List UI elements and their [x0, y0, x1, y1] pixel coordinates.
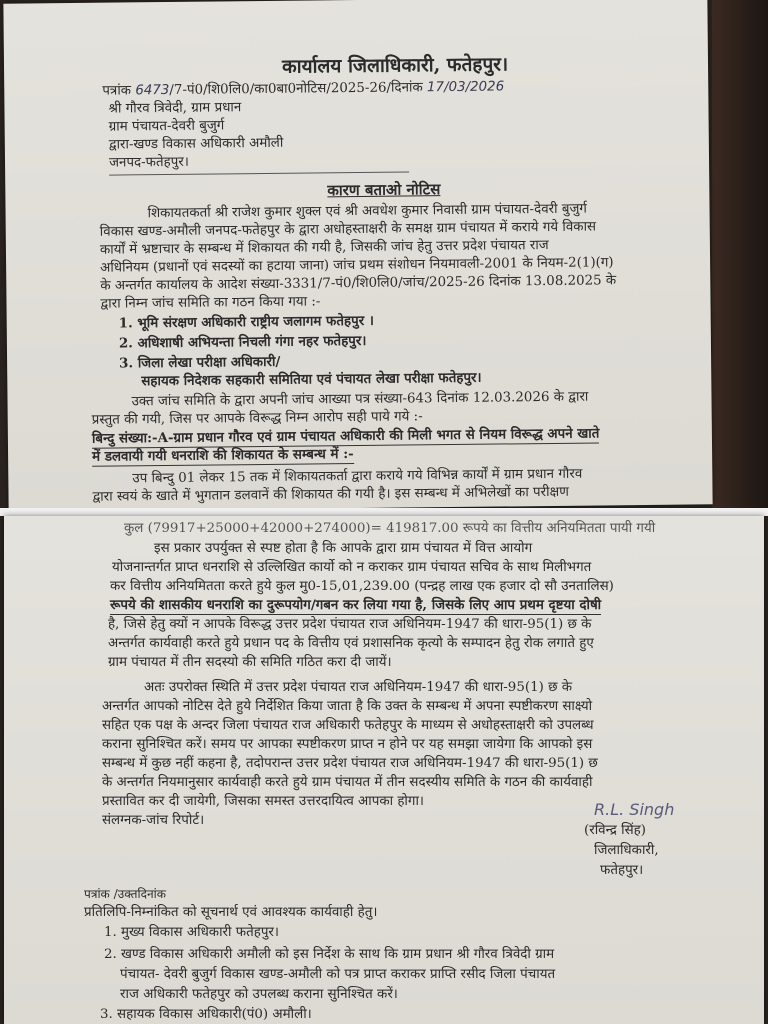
body-line: कराना सुनिश्चित करें। समय पर आपका स्पष्टीकरण प्राप्त न होने पर यह समझा जायेगा कि आपको इस: [102, 737, 593, 752]
signatory-place: फतेहपुर।: [600, 863, 644, 878]
body-line: प्रस्तावित कर दी जायेगी, जिसका समस्त उत्तरदायित्व आपका होगा।: [102, 794, 424, 809]
addressee-line: द्वारा-खण्ड विकास अधिकारी अमौली: [108, 135, 284, 153]
copy-recipient: 1. मुख्य विकास अधिकारी फतेहपुर।: [104, 925, 279, 940]
body-line: है, जिसे हेतु क्यों न आपके विरूद्ध उत्तर प्रदेश पंचायत राज अधिनियम-1947 की धारा-95(1) छ के: [108, 617, 592, 632]
body-line: ग्राम पंचायत में तीन सदस्यो की समिति गठित करा दी जायें।: [108, 655, 392, 670]
office-title: कार्यालय जिलाधिकारी, फतेहपुर।: [281, 53, 509, 78]
committee-member: 2. अधिशाषी अभियन्ता निचली गंगा नहर फतेहपुर।: [118, 332, 367, 352]
body-line: अन्तर्गत कार्यवाही करते हुये प्रधान पद के वित्तीय एवं प्रशासनिक कृत्यो के सम्पादन हेतु रोक लगाते हुए: [108, 636, 594, 651]
body-line: द्वारा स्वयं के खाते में भुगतान डलवानें की शिकायत की गयी है। इस सम्बन्ध में अभिलेखों का परीक्षण: [92, 484, 569, 505]
photo-divider: [0, 508, 768, 516]
body-line: के अन्तर्गत कार्यालय के आदेश संख्या-3331/7-पं0/शि0लि0/जांच/2025-26 दिनांक 13.08.2025 के: [100, 273, 617, 294]
notice-page-bottom: [4, 516, 764, 1024]
copy-recipient: पंचायत- देवरी बुजुर्ग विकास खण्ड-अमौली को पत्र प्राप्त कराकर प्राप्ति रसीद जिला पंचायत: [120, 967, 556, 982]
signatory-designation: जिलाधिकारी,: [594, 843, 659, 858]
committee-member: 3. जिला लेखा परीक्षा अधिकारी/: [119, 353, 281, 372]
body-line: सहित एक पक्ष के अन्दर जिला पंचायत राज अधिकारी फतेहपुर के माध्यम से अधोहस्ताक्षरी को उपलब्ध: [102, 718, 594, 733]
body-line: कुल (79917+25000+42000+274000)= 419817.00 रूपये का वित्तीय अनियमितता पायी गयी: [124, 521, 656, 536]
body-line: योजनान्तर्गत प्राप्त धनराशि से उल्लिखित कार्यो को न कराकर ग्राम पंचायत सचिव के साथ मिलीभगत: [112, 560, 592, 575]
body-line: शिकायतकर्ता श्री राजेश कुमार शुक्ल एवं श्री अवधेश कुमार निवासी ग्राम पंचायत-देवरी बुजुर्ग: [147, 201, 587, 222]
committee-member: सहायक निदेशक सहकारी समितिया एवं पंचायत लेखा परीक्षा फतेहपुर।: [141, 369, 482, 390]
signature-scribble: R.L. Singh: [594, 800, 675, 819]
desk-background: [712, 0, 768, 508]
body-line: अतः उपरोक्त स्थिति में उत्तर प्रदेश पंचायत राज अधिनियम-1947 की धारा-95(1) छ के: [144, 680, 572, 695]
body-line: के अन्तर्गत नियमानुसार कार्यवाही करते हुये ग्राम पंचायत में तीन सदस्यीय समिति के गठन की कार्यवाही: [102, 775, 593, 790]
copy-recipient: राज अधिकारी फतेहपुर को उपलब्ध कराना सुनिश्चित करें।: [120, 987, 398, 1002]
reference-line: पत्रांक 6473/7-पं0/शि0लि0/का0बा0नोटिस/2025-26/दिनांक 17/03/2026: [102, 79, 505, 99]
body-line: उप बिन्दु 01 लेकर 15 तक में शिकायतकर्ता द्वारा कराये गये विभिन्न कार्यों में ग्राम प्रधान गौरव: [132, 466, 583, 487]
copy-recipient: 2. खण्ड विकास अधिकारी अमौली को इस निर्देश के साथ कि ग्राम प्रधान श्री गौरव त्रिवेदी ग्राम: [104, 947, 555, 962]
body-line: द्वारा निम्न जांच समिति का गठन किया गया :-: [100, 294, 321, 312]
addressee-line: जनपद-फतेहपुर।: [108, 154, 189, 171]
addressee-line: ग्राम पंचायत-देवरी बुजुर्ग: [108, 118, 225, 135]
body-line: इस प्रकार उपर्युक्त से स्पष्ट होता है कि आपके द्वारा ग्राम पंचायत में वित्त आयोग: [154, 541, 533, 556]
notice-page-top: [3, 0, 712, 512]
signatory-name: (रविन्द्र सिंह): [584, 823, 646, 838]
reference-number: 6473: [135, 82, 170, 99]
body-line: अन्तर्गत आपको नोटिस देते हुये निर्देशित किया जाता है कि उक्त के सम्बन्ध में अपना स्पष्टीकरण साक्ष्यो: [102, 699, 593, 714]
charge-point-a: में डलवायी गयी धनराशि की शिकायत के सम्बन्ध में :-: [92, 446, 354, 465]
reference-date: 17/03/2026: [426, 79, 505, 96]
body-line: उक्त जांच समिति के द्वारा अपनी जांच आख्या पत्र संख्या-643 दिनांक 12.03.2026 के द्वारा: [131, 389, 589, 410]
attachment-line: संलग्नक-जांच रिपोर्ट।: [102, 813, 205, 828]
copy-reference-line: पत्रांक /उक्तदिनांक: [84, 887, 166, 901]
charge-point-a: बिन्दु संख्या:-A-ग्राम प्रधान गौरव एवं ग्राम पंचायत अधिकारी की मिली भगत से नियम विरूद्ध अपने खाते: [91, 425, 600, 447]
committee-member: 1. भूमि संरक्षण अधिकारी राष्ट्रीय जलागम फतेहपुर ।: [118, 312, 374, 332]
notice-title: कारण बताओ नोटिस: [327, 180, 441, 200]
separator-line: [109, 171, 409, 175]
body-line: कार्यों में भ्रष्टाचार के सम्बन्ध में शिकायत की गयी है, जिसकी जांच हेतु उत्तर प्रदेश पंचायत राज: [99, 238, 549, 258]
body-line: कर वित्तीय अनियमितता करते हुये कुल मु0-15,01,239.00 (पन्द्रह लाख एक हजार दो सौ उनतालिस): [110, 579, 614, 594]
body-line: अधिनियम (प्रधानों एवं सदस्यों का हटाया जाना) जांच प्रथम संशोधन नियमावली-2001 के नियम-2(1)(ग): [100, 255, 614, 276]
body-line: प्रस्तुत की गयी, जिस पर आपके विरूद्ध निम्न आरोप सही पाये गये :-: [91, 409, 423, 428]
body-line: विकास खण्ड-अमौली जनपद-फतेहपुर के द्वारा अधोहस्ताक्षरी के समक्ष ग्राम पंचायत में कराये गये विकास: [99, 219, 597, 240]
body-line: सम्बन्ध में कुछ नहीं कहना है, तदोपरान्त उत्तर प्रदेश पंचायत राज अधिनियम-1947 की धारा-95(1) छ: [102, 756, 598, 771]
embezzlement-amount-line: रूपये की शासकीय धनराशि का दुरूपयोग/गबन कर लिया गया है, जिसके लिए आप प्रथम दृष्टया दोषी: [110, 597, 602, 613]
copy-heading: प्रतिलिपि-निम्नांकित को सूचनार्थ एवं आवश्यक कार्यवाही हेतु।: [84, 905, 378, 920]
copy-recipient: 3. सहायक विकास अधिकारी(पं0) अमौली।: [100, 1007, 312, 1022]
addressee-line: श्री गौरव त्रिवेदी, ग्राम प्रधान: [108, 100, 242, 117]
